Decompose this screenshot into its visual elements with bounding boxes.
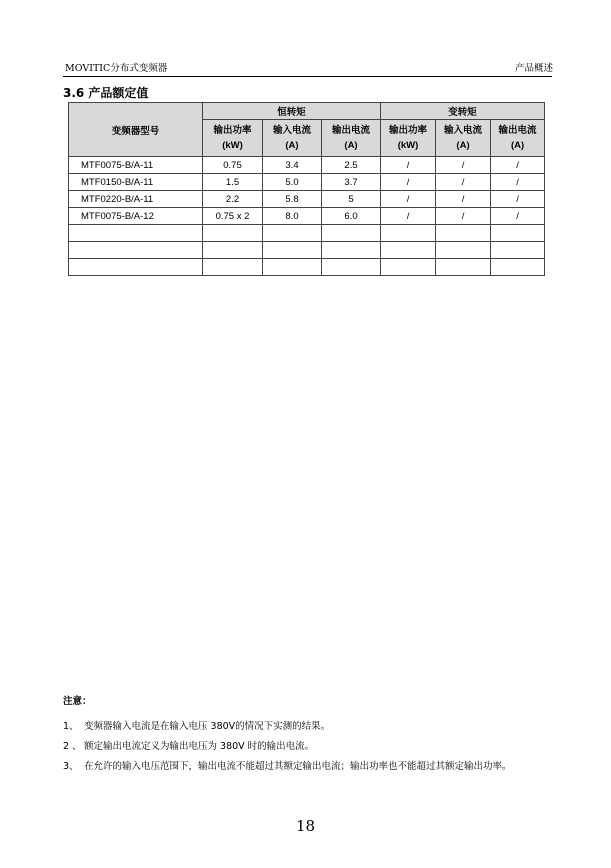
- group-header-constant-torque: 恒转矩: [203, 103, 381, 120]
- column-header: 输入电流 (A): [263, 120, 322, 157]
- column-header: 输入电流 (A): [436, 120, 491, 157]
- page-number: 18: [295, 817, 316, 835]
- table-row-empty: [69, 242, 545, 259]
- note-item: [63, 737, 583, 757]
- note-item: [63, 717, 583, 737]
- note-number: 3、: [63, 761, 79, 772]
- table-row: [69, 174, 545, 191]
- table-row: [69, 157, 545, 174]
- table-cell: 5.0: [263, 174, 322, 191]
- table-cell: [436, 259, 491, 276]
- table-cell: 5.8: [263, 191, 322, 208]
- table-cell: 1.5: [203, 174, 263, 191]
- table-cell: 0.75: [203, 157, 263, 174]
- table-cell: [322, 225, 381, 242]
- table-row: [69, 191, 545, 208]
- table-cell: [491, 259, 545, 276]
- table-cell: /: [381, 208, 436, 225]
- note-text: 在允许的输入电压范围下，输出电流不能超过其额定输出电流；输出功率也不能超过其额定输出功率。: [84, 761, 512, 772]
- document-header-section: 产品概述: [514, 63, 553, 74]
- ratings-table: [68, 102, 545, 276]
- table-cell: [203, 259, 263, 276]
- section-title: 3.6 产品额定值: [63, 86, 149, 100]
- table-cell: [381, 259, 436, 276]
- table-cell: [263, 259, 322, 276]
- note-number: 1、: [63, 721, 79, 732]
- document-header-title: MOVITIC分布式变频器: [65, 63, 168, 74]
- notes-section: [63, 693, 583, 777]
- table-cell: 3.4: [263, 157, 322, 174]
- table-row-empty: [69, 259, 545, 276]
- table-cell: [381, 225, 436, 242]
- table-cell: 6.0: [322, 208, 381, 225]
- table-cell: /: [436, 208, 491, 225]
- model-cell: MTF0150-B/A-11: [69, 174, 203, 191]
- table-cell: /: [436, 191, 491, 208]
- notes-title: 注意：: [63, 696, 92, 707]
- table-row-empty: [69, 225, 545, 242]
- table-cell: /: [491, 157, 545, 174]
- column-header: 输出电流 (A): [491, 120, 545, 157]
- table-cell: /: [436, 157, 491, 174]
- table-cell: [322, 242, 381, 259]
- column-header: 输出功率 (kW): [381, 120, 436, 157]
- table-cell: 0.75 x 2: [203, 208, 263, 225]
- table-cell: /: [436, 174, 491, 191]
- table-cell: [203, 242, 263, 259]
- table-cell: [436, 242, 491, 259]
- table-cell: [69, 242, 203, 259]
- table-cell: /: [491, 174, 545, 191]
- table-cell: 2.2: [203, 191, 263, 208]
- table-cell: [491, 225, 545, 242]
- table-cell: 2.5: [322, 157, 381, 174]
- group-header-variable-torque: 变转矩: [381, 103, 545, 120]
- model-column-header: 变频器型号: [69, 103, 203, 157]
- column-header: 输出功率 (kW): [203, 120, 263, 157]
- table-cell: [436, 225, 491, 242]
- table-cell: [69, 259, 203, 276]
- table-cell: /: [491, 208, 545, 225]
- table-cell: /: [381, 157, 436, 174]
- header-divider: [63, 76, 552, 77]
- table-cell: /: [381, 191, 436, 208]
- table-cell: 5: [322, 191, 381, 208]
- table-cell: /: [381, 174, 436, 191]
- note-text: 变频器输入电流是在输入电压 380V的情况下实测的结果。: [84, 721, 331, 732]
- table-cell: [203, 225, 263, 242]
- table-row: [69, 208, 545, 225]
- table-cell: [263, 242, 322, 259]
- table-cell: [322, 259, 381, 276]
- column-header: 输出电流 (A): [322, 120, 381, 157]
- note-text: 额定输出电流定义为输出电压为 380V 时的输出电流。: [84, 741, 315, 752]
- note-item: [63, 757, 583, 777]
- table-cell: [263, 225, 322, 242]
- table-cell: /: [491, 191, 545, 208]
- model-cell: MTF0220-B/A-11: [69, 191, 203, 208]
- table-cell: [491, 242, 545, 259]
- model-cell: MTF0075-B/A-11: [69, 157, 203, 174]
- table-cell: [381, 242, 436, 259]
- table-cell: [69, 225, 203, 242]
- table-cell: 3.7: [322, 174, 381, 191]
- table-cell: 8.0: [263, 208, 322, 225]
- note-number: 2 、: [63, 741, 82, 752]
- model-cell: MTF0075-B/A-12: [69, 208, 203, 225]
